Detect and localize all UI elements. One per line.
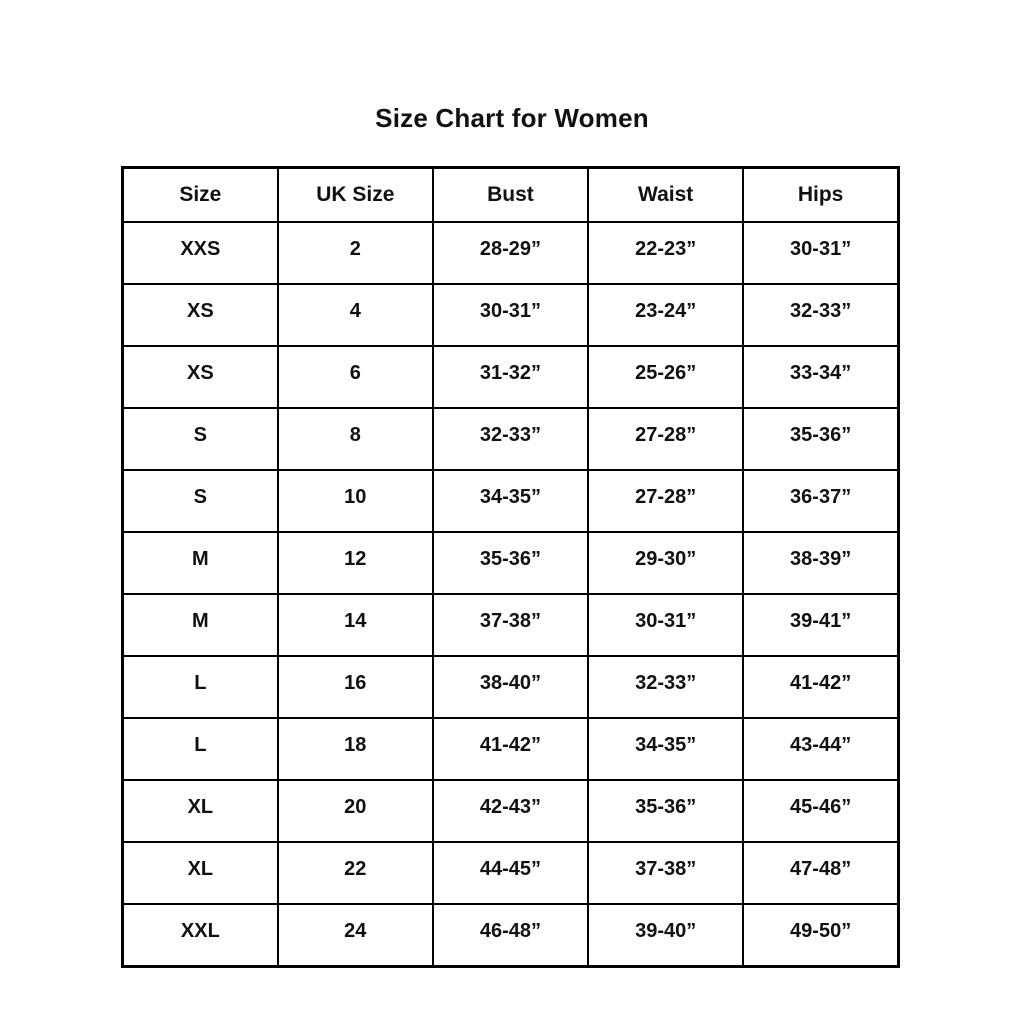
table-row (123, 532, 899, 594)
table-row (123, 904, 899, 967)
table-cell: XL (123, 780, 278, 842)
page-title: Size Chart for Women (375, 103, 649, 133)
table-cell: 30-31” (433, 284, 588, 346)
table-cell: 38-39” (743, 532, 898, 594)
table-cell: 39-40” (588, 904, 743, 967)
table-cell: 27-28” (588, 408, 743, 470)
table-cell: 32-33” (588, 656, 743, 718)
column-header-waist: Waist (588, 168, 743, 223)
table-cell: 30-31” (588, 594, 743, 656)
table-cell: 43-44” (743, 718, 898, 780)
table-cell: XXL (123, 904, 278, 967)
table-cell: L (123, 718, 278, 780)
table-cell: 35-36” (588, 780, 743, 842)
table-cell: 12 (278, 532, 433, 594)
table-row (123, 594, 899, 656)
table-cell: M (123, 594, 278, 656)
table-cell: 41-42” (743, 656, 898, 718)
table-row (123, 780, 899, 842)
table-cell: 35-36” (433, 532, 588, 594)
table-cell: XS (123, 284, 278, 346)
table-cell: 33-34” (743, 346, 898, 408)
table-cell: 35-36” (743, 408, 898, 470)
table-cell: M (123, 532, 278, 594)
table-cell: 34-35” (433, 470, 588, 532)
size-chart-table (121, 166, 900, 968)
table-cell: 4 (278, 284, 433, 346)
column-header-uk-size: UK Size (278, 168, 433, 223)
table-cell: 24 (278, 904, 433, 967)
table-row (123, 408, 899, 470)
table-cell: 22 (278, 842, 433, 904)
table-row (123, 222, 899, 284)
table-cell: 10 (278, 470, 433, 532)
table-cell: 6 (278, 346, 433, 408)
table-cell: 44-45” (433, 842, 588, 904)
table-row (123, 656, 899, 718)
table-cell: S (123, 470, 278, 532)
column-header-hips: Hips (743, 168, 898, 223)
table-row (123, 842, 899, 904)
table-cell: 22-23” (588, 222, 743, 284)
table-cell: 28-29” (433, 222, 588, 284)
table-row (123, 470, 899, 532)
table-cell: 2 (278, 222, 433, 284)
table-row (123, 718, 899, 780)
table-cell: 49-50” (743, 904, 898, 967)
column-header-bust: Bust (433, 168, 588, 223)
table-body (123, 222, 899, 967)
table-cell: 27-28” (588, 470, 743, 532)
column-header-size: Size (123, 168, 278, 223)
table-cell: XL (123, 842, 278, 904)
table-cell: XS (123, 346, 278, 408)
table-cell: 32-33” (743, 284, 898, 346)
table-cell: 32-33” (433, 408, 588, 470)
table-cell: L (123, 656, 278, 718)
table-cell: 47-48” (743, 842, 898, 904)
table-cell: 30-31” (743, 222, 898, 284)
table-cell: 8 (278, 408, 433, 470)
table-cell: XXS (123, 222, 278, 284)
table-cell: 29-30” (588, 532, 743, 594)
table-cell: S (123, 408, 278, 470)
table-cell: 25-26” (588, 346, 743, 408)
table-cell: 45-46” (743, 780, 898, 842)
table-cell: 36-37” (743, 470, 898, 532)
table-cell: 16 (278, 656, 433, 718)
table-cell: 42-43” (433, 780, 588, 842)
table-cell: 34-35” (588, 718, 743, 780)
table-cell: 41-42” (433, 718, 588, 780)
table-cell: 37-38” (588, 842, 743, 904)
table-cell: 23-24” (588, 284, 743, 346)
table-cell: 39-41” (743, 594, 898, 656)
table-cell: 38-40” (433, 656, 588, 718)
table-cell: 46-48” (433, 904, 588, 967)
table-cell: 14 (278, 594, 433, 656)
table-row (123, 284, 899, 346)
table-cell: 37-38” (433, 594, 588, 656)
table-cell: 18 (278, 718, 433, 780)
header-row (123, 168, 899, 223)
table-cell: 20 (278, 780, 433, 842)
table-row (123, 346, 899, 408)
table-cell: 31-32” (433, 346, 588, 408)
